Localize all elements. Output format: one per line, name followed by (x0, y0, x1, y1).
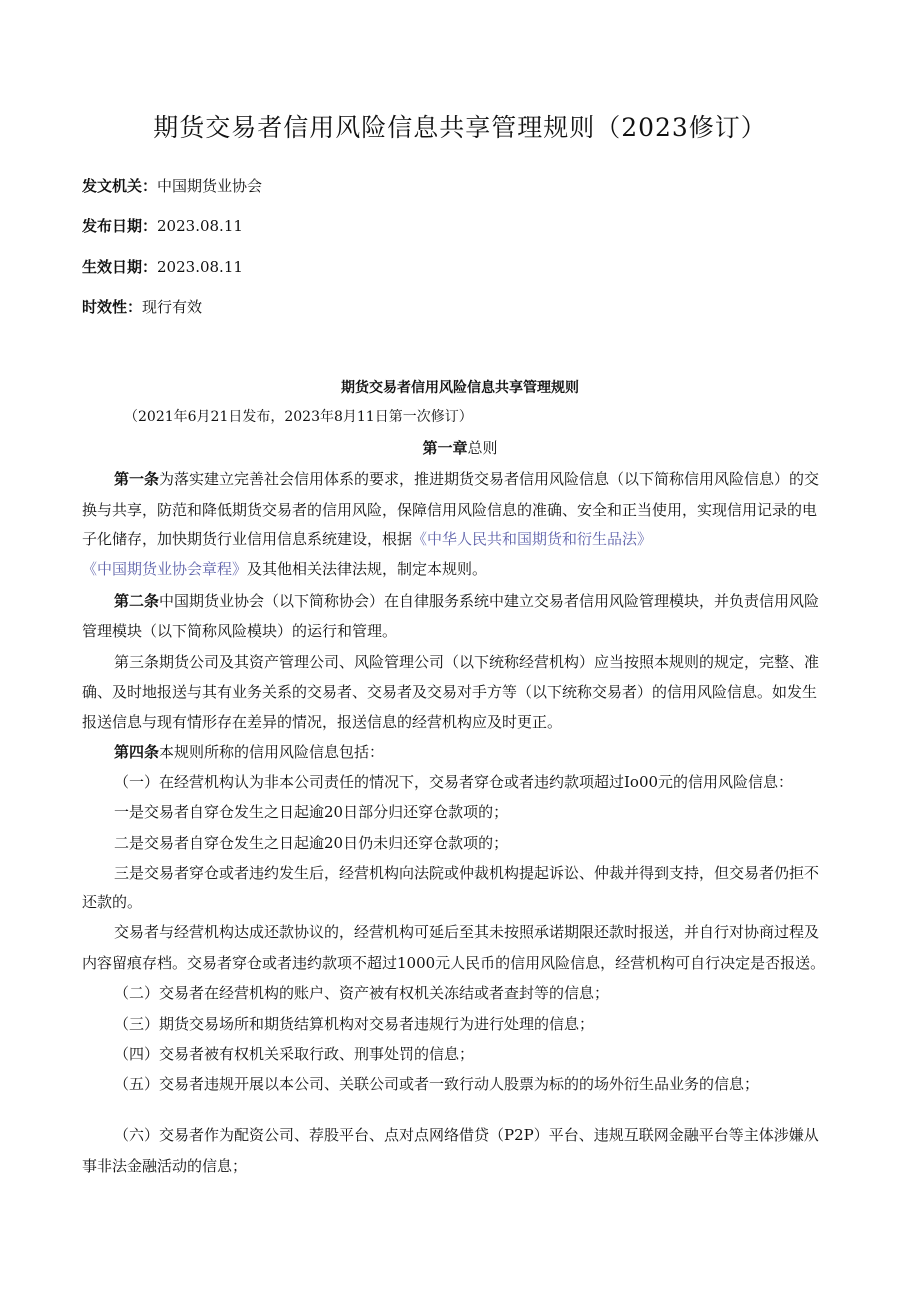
article-4-item-3: （三）期货交易场所和期货结算机构对交易者违规行为进行处理的信息； (114, 1015, 595, 1033)
article-4-para-line-1: 交易者与经营机构达成还款协议的，经营机构可延后至其未按照承诺期限还款时报送，并自行对协商过程及 (114, 923, 820, 941)
meta-value: 2023.08.11 (157, 258, 243, 276)
revision-note: （2021年6月21日发布，2023年8月11日第一次修订） (124, 409, 473, 425)
document-title: 期货交易者信用风险信息共享管理规则（2023修订） (153, 113, 767, 142)
chapter-heading (0, 437, 920, 458)
meta-value: 现行有效 (142, 298, 203, 316)
article-1-line-3 (82, 528, 652, 549)
chapter-label: 第一章 (422, 439, 468, 457)
article-3-line-3: 报送信息与现有情形存在差异的情况，报送信息的经营机构应及时更正。 (82, 713, 563, 731)
meta-status (82, 296, 202, 317)
law-link-association-charter[interactable]: 《中国期货业协会章程》 (82, 560, 248, 578)
article-text: 子化储存，加快期货行业信用信息系统建设，根据 (82, 530, 413, 548)
meta-publish-date (82, 215, 243, 236)
article-3-line-1: 第三条期货公司及其资产管理公司、风险管理公司（以下统称经营机构）应当按照本规则的规定，完整、准 (114, 653, 820, 671)
article-1-line-1 (114, 468, 819, 489)
article-text: 及其他相关法律法规，制定本规则。 (247, 560, 488, 578)
article-4-item-1: （一）在经营机构认为非本公司责任的情况下，交易者穿仓或者违约款项超过Io00元的信用风险信息： (114, 773, 794, 791)
article-4-item-2: （二）交易者在经营机构的账户、资产被有权机关冻结或者查封等的信息； (114, 984, 610, 1002)
chapter-name: 总则 (467, 439, 498, 457)
article-4-sub-2: 二是交易者自穿仓发生之日起逾20日仍未归还穿仓款项的； (114, 834, 509, 852)
meta-label: 发布日期： (82, 217, 158, 235)
article-1-line-2: 换与共享，防范和降低期货交易者的信用风险，保障信用风险信息的准确、安全和正当使用，实现信用记录的电 (82, 501, 818, 519)
law-link-futures-act[interactable]: 《中华人民共和国期货和衍生品法》 (412, 530, 653, 548)
meta-label: 发文机关： (82, 177, 158, 195)
article-4-item-6-line-1: （六）交易者作为配资公司、荐股平台、点对点网络借贷（P2P）平台、违规互联网金融平台等主体涉嫌从 (114, 1126, 819, 1144)
article-2-line-2: 管理模块（以下简称风险模块）的运行和管理。 (82, 622, 398, 640)
article-label: 第四条 (114, 743, 160, 761)
meta-label: 时效性： (82, 298, 143, 316)
article-4-item-4: （四）交易者被有权机关采取行政、刑事处罚的信息； (114, 1045, 475, 1063)
article-4-item-5: （五）交易者违规开展以本公司、关联公司或者一致行动人股票为标的的场外衍生品业务的信息； (114, 1075, 760, 1093)
article-3-line-2: 确、及时地报送与其有业务关系的交易者、交易者及交易对手方等（以下统称交易者）的信用风险信息。如发生 (82, 683, 818, 701)
article-label: 第二条 (114, 592, 160, 610)
article-label: 第一条 (114, 470, 160, 488)
article-1-line-4 (82, 558, 487, 579)
rules-title: 期货交易者信用风险信息共享管理规则 (341, 380, 579, 396)
meta-effective-date (82, 256, 243, 277)
meta-value: 中国期货业协会 (157, 177, 263, 195)
meta-value: 2023.08.11 (157, 217, 243, 235)
article-4-item-6-line-2: 事非法金融活动的信息； (82, 1157, 248, 1175)
article-4-intro (114, 741, 384, 762)
article-4-sub-1: 一是交易者自穿仓发生之日起逾20日部分归还穿仓款项的； (114, 803, 509, 821)
meta-issuer (82, 175, 262, 196)
meta-label: 生效日期： (82, 258, 158, 276)
article-2-line-1 (114, 590, 819, 611)
article-text: 中国期货业协会（以下简称协会）在自律服务系统中建立交易者信用风险管理模块，并负责信用风险 (159, 592, 820, 610)
article-4-sub-3-line-1: 三是交易者穿仓或者违约发生后，经营机构向法院或仲裁机构提起诉讼、仲裁并得到支持，但交易者仍拒不 (114, 864, 820, 882)
article-text: 为落实建立完善社会信用体系的要求，推进期货交易者信用风险信息（以下简称信用风险信息）的交 (159, 470, 820, 488)
article-4-para-line-2: 内容留痕存档。交易者穿仓或者违约款项不超过1000元人民币的信用风险信息，经营机构可自行决定是否报送。 (82, 954, 826, 972)
article-4-sub-3-line-2: 还款的。 (82, 893, 143, 911)
article-text: 本规则所称的信用风险信息包括： (159, 743, 385, 761)
